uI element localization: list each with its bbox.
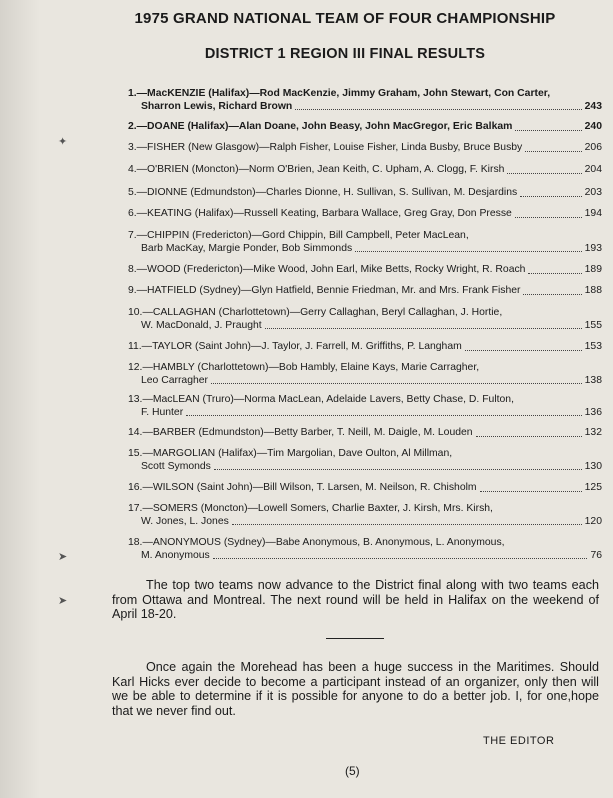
page-subtitle: DISTRICT 1 REGION III FINAL RESULTS — [204, 46, 486, 62]
result-entry — [128, 448, 602, 473]
result-score: 130 — [584, 460, 602, 472]
result-entry — [128, 362, 602, 387]
result-teams-continued: Scott Symonds — [141, 460, 211, 472]
result-entry — [128, 503, 602, 528]
result-teams: 1.—MacKENZIE (Halifax)—Rod MacKenzie, Jimmy Graham, John Stewart, Con Carter, — [128, 88, 551, 99]
result-teams-continued: W. MacDonald, J. Praught — [141, 319, 262, 331]
staple-mark: ➤ — [58, 595, 68, 607]
leader-dots — [520, 196, 581, 197]
result-teams: 12.—HAMBLY (Charlottetown)—Bob Hambly, Elaine Kays, Marie Carragher, — [128, 362, 480, 373]
result-entry — [128, 264, 602, 277]
leader-dots — [214, 469, 582, 470]
result-score: 138 — [584, 374, 602, 386]
result-score: 153 — [584, 341, 602, 352]
result-entry — [128, 142, 602, 155]
leader-dots — [525, 151, 581, 152]
result-score: 189 — [584, 264, 602, 275]
leader-dots — [211, 383, 582, 384]
signature: THE EDITOR — [483, 735, 555, 747]
result-entry — [128, 394, 602, 419]
result-entry — [128, 230, 602, 255]
leader-dots — [476, 436, 582, 437]
result-teams: 5.—DIONNE (Edmundston)—Charles Dionne, H. Sullivan, S. Sullivan, M. Desjardins — [128, 187, 518, 198]
leader-dots — [186, 415, 582, 416]
editor-paragraph: Once again the Morehead has been a huge success in the Maritimes. Should Karl Hicks ever decide to become a participant instead of an organizer, only then will we be able to determine if it is possible for anyone to do a better job. I, for one,hope that we never find out. — [112, 660, 599, 718]
page-number: (5) — [345, 764, 360, 778]
result-score: 240 — [584, 121, 602, 132]
leader-dots — [295, 109, 581, 110]
result-teams: 14.—BARBER (Edmundston)—Betty Barber, T. Neill, M. Daigle, M. Louden — [128, 427, 473, 438]
result-score: 132 — [584, 427, 602, 438]
result-entry — [128, 537, 602, 562]
result-teams-continued: Sharron Lewis, Richard Brown — [141, 100, 293, 112]
result-entry — [128, 427, 602, 440]
result-entry — [128, 187, 602, 200]
result-teams: 13.—MacLEAN (Truro)—Norma MacLean, Adelaide Lavers, Betty Chase, D. Fulton, — [128, 394, 514, 405]
result-score: 188 — [584, 285, 602, 296]
result-teams: 7.—CHIPPIN (Fredericton)—Gord Chippin, Bill Campbell, Peter MacLean, — [128, 230, 469, 241]
result-teams: 4.—O'BRIEN (Moncton)—Norm O'Brien, Jean Keith, C. Upham, A. Clogg, F. Kirsh — [128, 164, 505, 175]
result-teams-continued: Leo Carragher — [141, 374, 209, 386]
result-score: 155 — [584, 319, 602, 331]
result-score: 125 — [584, 482, 602, 493]
advance-paragraph: The top two teams now advance to the District final along with two teams each from Ottawa and Montreal. The next round will be held in Halifax on the weekend of April 18-20. — [112, 578, 599, 622]
result-entry — [128, 121, 602, 134]
leader-dots — [480, 491, 582, 492]
result-entry — [128, 482, 602, 495]
leader-dots — [265, 328, 582, 329]
result-teams: 18.—ANONYMOUS (Sydney)—Babe Anonymous, B. Anonymous, L. Anonymous, — [128, 537, 505, 548]
result-score: 206 — [584, 142, 602, 153]
leader-dots — [465, 350, 582, 351]
leader-dots — [355, 251, 581, 252]
leader-dots — [528, 273, 581, 274]
result-entry — [128, 88, 602, 113]
result-teams: 11.—TAYLOR (Saint John)—J. Taylor, J. Farrell, M. Griffiths, P. Langham — [128, 341, 462, 352]
result-teams: 3.—FISHER (New Glasgow)—Ralph Fisher, Louise Fisher, Linda Busby, Bruce Busby — [128, 142, 523, 153]
result-entry — [128, 285, 602, 298]
result-score: 76 — [590, 549, 602, 561]
leader-dots — [523, 294, 581, 295]
leader-dots — [213, 558, 588, 559]
result-score: 194 — [584, 208, 602, 219]
result-teams: 15.—MARGOLIAN (Halifax)—Tim Margolian, Dave Oulton, Al Millman, — [128, 448, 453, 459]
result-entry — [128, 208, 602, 221]
staple-mark: ✦ — [58, 136, 68, 148]
result-score: 120 — [584, 515, 602, 527]
result-teams: 6.—KEATING (Halifax)—Russell Keating, Barbara Wallace, Greg Gray, Don Presse — [128, 208, 512, 219]
result-teams: 8.—WOOD (Fredericton)—Mike Wood, John Earl, Mike Betts, Rocky Wright, R. Roach — [128, 264, 526, 275]
result-entry — [128, 307, 602, 332]
result-teams: 10.—CALLAGHAN (Charlottetown)—Gerry Callaghan, Beryl Callaghan, J. Hortie, — [128, 307, 503, 318]
result-score: 193 — [584, 242, 602, 254]
result-teams-continued: M. Anonymous — [141, 549, 210, 561]
result-score: 203 — [584, 187, 602, 198]
result-teams-continued: F. Hunter — [141, 406, 184, 418]
leader-dots — [507, 173, 581, 174]
leader-dots — [232, 524, 582, 525]
section-divider — [326, 638, 384, 639]
page-title: 1975 GRAND NATIONAL TEAM OF FOUR CHAMPIONSHIP — [134, 10, 556, 27]
result-entry — [128, 341, 602, 354]
result-teams: 17.—SOMERS (Moncton)—Lowell Somers, Charlie Baxter, J. Kirsh, Mrs. Kirsh, — [128, 503, 493, 514]
result-entry — [128, 164, 602, 177]
result-teams: 2.—DOANE (Halifax)—Alan Doane, John Beasy, John MacGregor, Eric Balkam — [128, 121, 513, 132]
result-score: 136 — [584, 406, 602, 418]
result-score: 204 — [584, 164, 602, 175]
result-teams-continued: W. Jones, L. Jones — [141, 515, 229, 527]
result-teams: 16.—WILSON (Saint John)—Bill Wilson, T. Larsen, M. Neilson, R. Chisholm — [128, 482, 477, 493]
result-score: 243 — [584, 100, 602, 112]
result-teams-continued: Barb MacKay, Margie Ponder, Bob Simmonds — [141, 242, 353, 254]
leader-dots — [515, 217, 582, 218]
leader-dots — [515, 130, 581, 131]
staple-mark: ➤ — [58, 551, 68, 563]
result-teams: 9.—HATFIELD (Sydney)—Glyn Hatfield, Bennie Friedman, Mr. and Mrs. Frank Fisher — [128, 285, 521, 296]
